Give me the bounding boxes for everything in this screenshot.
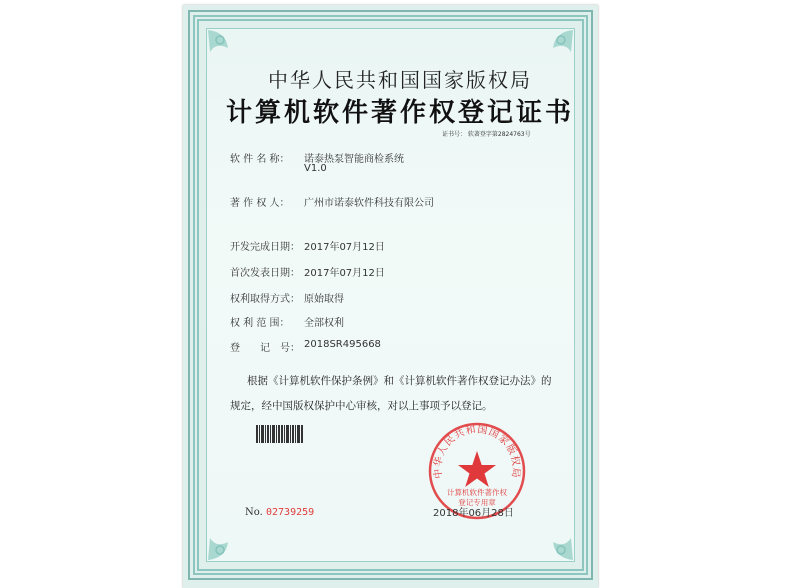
statement-line-1: 根据《计算机软件保护条例》和《计算机软件著作权登记办法》的: [247, 375, 552, 387]
field-value-rights-scope: 全部权利: [304, 318, 344, 329]
field-label-dev-date: 开发完成日期：: [230, 242, 300, 253]
issuer-title: 中华人民共和国国家版权局: [268, 68, 532, 92]
barcode-image: [256, 425, 304, 443]
corner-ornament-bottom-right: [535, 522, 575, 562]
field-label-software-name: 软 件 名 称：: [230, 154, 290, 165]
field-value-acquire-method: 原始取得: [304, 294, 344, 305]
field-value-dev-date: 2017年07月12日: [304, 242, 385, 253]
field-label-publish-date: 首次发表日期：: [230, 268, 300, 279]
field-value-version: V1.0: [304, 163, 327, 174]
field-value-owner: 广州市诺泰软件科技有限公司: [304, 198, 434, 209]
seal-star-icon: [458, 451, 496, 487]
corner-ornament-bottom-left: [206, 522, 246, 562]
corner-ornament-top-left: [206, 28, 246, 68]
certificate-title: 计算机软件著作权登记证书: [225, 98, 574, 128]
certificate-number: 证书号： 软著登字第2824763号: [442, 131, 531, 138]
corner-ornament-top-right: [535, 28, 575, 68]
issue-date: 2018年06月28日: [433, 508, 514, 519]
seal-ring-text: 中华人民共和国国家版权局: [432, 424, 522, 480]
statement-line-2: 规定，经中国版权保护中心审核，对以上事项予以登记。: [230, 400, 493, 412]
field-value-publish-date: 2017年07月12日: [304, 268, 385, 279]
field-label-registration-no: 登 记 号：: [230, 343, 300, 354]
seal-inner-line-2: 登记专用章: [458, 498, 496, 507]
serial-label: No.: [245, 507, 263, 518]
field-label-rights-scope: 权 利 范 围：: [230, 318, 290, 329]
serial-number: 02739259: [266, 507, 315, 518]
field-label-owner: 著 作 权 人：: [230, 198, 290, 209]
field-value-software-name: 诺泰热泵智能商检系统: [304, 154, 404, 165]
field-label-acquire-method: 权利取得方式：: [230, 294, 300, 305]
field-value-registration-no: 2018SR495668: [304, 339, 381, 350]
seal-inner-line-1: 计算机软件著作权: [447, 488, 507, 497]
